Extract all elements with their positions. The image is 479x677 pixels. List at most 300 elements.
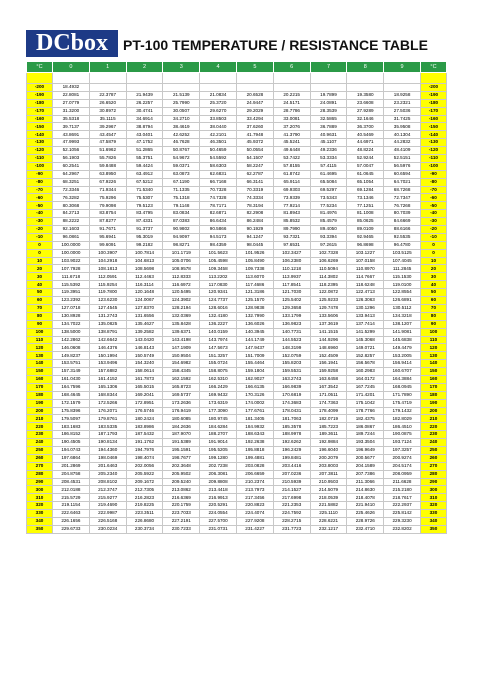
resistance-cell: 21.0834 (200, 91, 237, 99)
resistance-cell: 65.9114 (273, 178, 310, 186)
temperature-cell: 300 (27, 486, 53, 494)
column-header: °C (27, 62, 53, 73)
resistance-cell: 28.3539 (310, 107, 347, 115)
resistance-cell: 92.9465 (347, 233, 384, 241)
resistance-cell: 67.5212 (126, 178, 163, 186)
resistance-cell: 178.4099 (310, 407, 347, 415)
temperature-cell: -190 (420, 91, 446, 99)
temperature-cell: 220 (27, 423, 53, 431)
resistance-cell: 147.9437 (236, 344, 273, 352)
table-row (27, 328, 447, 336)
resistance-cell: 59.4424 (126, 162, 163, 170)
resistance-cell: 37.6260 (236, 123, 273, 131)
resistance-cell: 229.6733 (53, 525, 90, 533)
table-row (27, 446, 447, 454)
table-row (27, 178, 447, 186)
resistance-cell: 19.3580 (347, 91, 384, 99)
resistance-cell: 104.6813 (126, 257, 163, 265)
resistance-cell: 159.1804 (236, 368, 273, 376)
resistance-cell: 98.8271 (163, 241, 200, 249)
resistance-cell: 163.2743 (273, 375, 310, 383)
page-header (26, 30, 446, 60)
resistance-cell: 180.6085 (163, 415, 200, 423)
temperature-cell: 50 (27, 289, 53, 297)
table-row (27, 84, 447, 92)
resistance-cell: 24.5171 (273, 99, 310, 107)
resistance-cell: 58.2247 (236, 162, 273, 170)
resistance-cell: 132.4180 (200, 312, 237, 320)
resistance-cell: 46.7628 (163, 139, 200, 147)
temperature-cell: 100 (420, 328, 446, 336)
resistance-cell: 109.7338 (236, 265, 273, 273)
temperature-cell: 340 (420, 517, 446, 525)
temperature-cell: 310 (27, 494, 53, 502)
resistance-cell: 127.0718 (53, 304, 90, 312)
page-title: PT-100 TEMPERATURE / RESISTANCE TABLE (123, 37, 428, 53)
table-row (27, 147, 447, 155)
resistance-cell: 31.7425 (384, 115, 421, 123)
resistance-cell: 64.7021 (384, 178, 421, 186)
resistance-cell: 178.7766 (347, 407, 384, 415)
resistance-cell: 68.7268 (384, 186, 421, 194)
temperature-cell: 310 (420, 494, 446, 502)
resistance-cell: 109.3458 (200, 265, 237, 273)
resistance-cell: 123.2392 (53, 297, 90, 305)
table-row (27, 131, 447, 139)
resistance-cell: 229.3230 (384, 517, 421, 525)
temperature-cell: 190 (27, 399, 53, 407)
table-row (27, 415, 447, 423)
temperature-cell: -80 (27, 178, 53, 186)
resistance-cell: 174.0002 (236, 399, 273, 407)
temperature-cell: 270 (420, 462, 446, 470)
temperature-cell: 200 (420, 407, 446, 415)
resistance-cell: 40.1304 (384, 131, 421, 139)
resistance-cell: 192.6262 (273, 439, 310, 447)
resistance-cell: 42.2101 (200, 131, 237, 139)
resistance-cell: 149.4479 (384, 344, 421, 352)
resistance-cell (200, 84, 237, 92)
resistance-cell: 119.7800 (89, 289, 126, 297)
resistance-cell: 152.8257 (347, 352, 384, 360)
resistance-cell: 63.4912 (126, 170, 163, 178)
table-row (27, 486, 447, 494)
resistance-cell: 224.0554 (200, 510, 237, 518)
resistance-cell: 175.4719 (384, 399, 421, 407)
resistance-cell: 223.7033 (163, 510, 200, 518)
table-row (27, 454, 447, 462)
resistance-cell: 200.9274 (384, 454, 421, 462)
resistance-cell: 168.4645 (53, 391, 90, 399)
resistance-cell: 147.1909 (163, 344, 200, 352)
resistance-cell: 93.7321 (273, 233, 310, 241)
resistance-cell: 143.0420 (126, 336, 163, 344)
resistance-cell: 76.7268 (384, 202, 421, 210)
resistance-cell: 19.7899 (310, 91, 347, 99)
resistance-cell: 205.5922 (126, 470, 163, 478)
resistance-cell: 136.6026 (236, 320, 273, 328)
resistance-cell: 105.8490 (236, 257, 273, 265)
resistance-cell: 162.5310 (200, 375, 237, 383)
table-body (27, 73, 447, 534)
resistance-cell: 112.0591 (89, 273, 126, 281)
resistance-cell: 83.8754 (89, 210, 126, 218)
resistance-cell: 25.3720 (200, 99, 237, 107)
temperature-cell: 10 (420, 257, 446, 265)
resistance-cell: 107.4045 (384, 257, 421, 265)
resistance-cell: 42.6252 (163, 131, 200, 139)
resistance-cell: 202.0056 (126, 462, 163, 470)
resistance-cell: 214.8630 (347, 486, 384, 494)
temperature-cell: 40 (27, 281, 53, 289)
resistance-cell: 145.6838 (384, 336, 421, 344)
resistance-cell: 156.9414 (384, 360, 421, 368)
resistance-cell: 59.8488 (89, 162, 126, 170)
resistance-cell: 134.3218 (384, 312, 421, 320)
resistance-cell: 129.7478 (310, 304, 347, 312)
resistance-cell: 199.1280 (200, 454, 237, 462)
resistance-cell: 22.3787 (89, 91, 126, 99)
resistance-cell: 103.9022 (53, 257, 90, 265)
resistance-cell: 188.9978 (273, 431, 310, 439)
table-row (27, 107, 447, 115)
resistance-cell (236, 84, 273, 92)
resistance-cell: 27.0779 (53, 99, 90, 107)
resistance-cell: 222.2937 (384, 502, 421, 510)
resistance-cell: 190.8134 (89, 439, 126, 447)
temperature-cell: 260 (420, 454, 446, 462)
resistance-cell: 188.2707 (200, 431, 237, 439)
resistance-cell: 125.9233 (310, 297, 347, 305)
temperature-cell: -170 (420, 107, 446, 115)
temperature-cell: 320 (420, 502, 446, 510)
resistance-cell: 214.5079 (310, 486, 347, 494)
resistance-cell: 23.2321 (384, 99, 421, 107)
resistance-cell: 137.7414 (347, 320, 384, 328)
resistance-cell: 141.1515 (310, 328, 347, 336)
resistance-cell: 105.0706 (163, 257, 200, 265)
resistance-cell: 155.4464 (236, 360, 273, 368)
temperature-cell: 320 (27, 502, 53, 510)
resistance-cell: 84.2713 (53, 210, 90, 218)
temperature-cell: 210 (420, 415, 446, 423)
temperature-cell: -180 (420, 99, 446, 107)
temperature-cell: 160 (27, 375, 53, 383)
resistance-cell: 55.3751 (126, 155, 163, 163)
resistance-cell: 138.1207 (384, 320, 421, 328)
resistance-cell: 123.6230 (89, 297, 126, 305)
resistance-cell: 167.3542 (310, 383, 347, 391)
resistance-cell: 148.6960 (310, 344, 347, 352)
resistance-cell: 110.5094 (310, 265, 347, 273)
resistance-cell: 141.9081 (384, 328, 421, 336)
resistance-cell: 94.5173 (200, 233, 237, 241)
table-row (27, 257, 447, 265)
resistance-cell: 197.3257 (384, 446, 421, 454)
resistance-cell: 49.6448 (273, 147, 310, 155)
resistance-cell: 113.2202 (200, 273, 237, 281)
resistance-cell: 153.5751 (53, 360, 90, 368)
resistance-cell: 73.5343 (310, 194, 347, 202)
temperature-cell: -50 (27, 202, 53, 210)
resistance-cell: 80.3068 (53, 202, 90, 210)
table-row (27, 439, 447, 447)
resistance-cell: 88.6166 (384, 226, 421, 234)
resistance-cell: 209.1672 (126, 478, 163, 486)
temperature-cell: -200 (27, 84, 53, 92)
resistance-cell: 47.1752 (126, 139, 163, 147)
resistance-cell: 187.9070 (163, 431, 200, 439)
resistance-cell: 232.1217 (310, 525, 347, 533)
column-header: 3 (163, 62, 200, 73)
resistance-cell: 179.5097 (53, 415, 90, 423)
resistance-cell: 210.9503 (310, 478, 347, 486)
resistance-cell: 168.0945 (384, 383, 421, 391)
resistance-cell: 152.0759 (273, 352, 310, 360)
resistance-cell: 98.0445 (236, 241, 273, 249)
temperature-cell: 50 (420, 289, 446, 297)
resistance-cell: 157.6882 (89, 368, 126, 376)
resistance-cell: 39.2967 (89, 123, 126, 131)
resistance-cell: 214.1527 (273, 486, 310, 494)
resistance-cell: 61.0645 (347, 170, 384, 178)
spacer-cell (53, 73, 90, 84)
resistance-cell: 172.5266 (89, 399, 126, 407)
resistance-cell: 151.3257 (200, 352, 237, 360)
temperature-cell: 140 (27, 360, 53, 368)
resistance-cell: 114.7667 (347, 273, 384, 281)
resistance-cell: 43.0401 (126, 131, 163, 139)
spacer-cell (200, 73, 237, 84)
resistance-cell: 34.2710 (163, 115, 200, 123)
table-row (27, 525, 447, 533)
resistance-cell: 102.3427 (273, 249, 310, 257)
temperature-cell: 210 (27, 415, 53, 423)
resistance-cell: 30.0507 (163, 107, 200, 115)
temperature-cell: -50 (420, 202, 446, 210)
resistance-cell: 196.9649 (347, 446, 384, 454)
resistance-cell: 194.0743 (53, 446, 90, 454)
table-row (27, 218, 447, 226)
resistance-cell (273, 84, 310, 92)
resistance-cell: 195.1591 (163, 446, 200, 454)
resistance-cell: 217.3456 (236, 494, 273, 502)
resistance-cell: 228.2715 (273, 517, 310, 525)
table-row (27, 470, 447, 478)
temperature-cell: 150 (420, 368, 446, 376)
resistance-cell: 122.4713 (347, 289, 384, 297)
resistance-cell: 213.0862 (163, 486, 200, 494)
temperature-cell: -160 (420, 115, 446, 123)
resistance-cell: 119.3951 (53, 289, 90, 297)
resistance-cell: 39.7137 (53, 123, 90, 131)
temperature-cell: -40 (27, 210, 53, 218)
resistance-cell: 198.0469 (89, 454, 126, 462)
resistance-cell: 44.6971 (347, 139, 384, 147)
table-row (27, 162, 447, 170)
resistance-cell: 104.2918 (89, 257, 126, 265)
resistance-cell: 175.8396 (53, 407, 90, 415)
resistance-cell: 153.9496 (89, 360, 126, 368)
spacer-cell (347, 73, 384, 84)
resistance-cell: 146.4376 (89, 344, 126, 352)
resistance-cell: 205.9502 (163, 470, 200, 478)
resistance-cell: 221.5882 (310, 502, 347, 510)
resistance-cell: 62.2787 (236, 170, 273, 178)
resistance-cell: 60.6594 (384, 170, 421, 178)
resistance-cell: 57.8155 (273, 162, 310, 170)
resistance-cell: 53.3334 (310, 155, 347, 163)
resistance-cell: 56.5976 (384, 162, 421, 170)
temperature-cell: -110 (27, 155, 53, 163)
table-row (27, 115, 447, 123)
resistance-cell: 131.6556 (126, 312, 163, 320)
resistance-cell: 41.3790 (273, 131, 310, 139)
temperature-cell: 80 (420, 312, 446, 320)
temperature-cell: 340 (27, 517, 53, 525)
resistance-cell: 206.6659 (236, 470, 273, 478)
resistance-cell: 90.1929 (236, 226, 273, 234)
resistance-cell (310, 84, 347, 92)
resistance-cell: 71.5340 (126, 186, 163, 194)
resistance-cell: 106.2380 (273, 257, 310, 265)
resistance-cell: 94.9097 (163, 233, 200, 241)
resistance-table-container (26, 61, 446, 534)
resistance-cell: 191.1762 (126, 439, 163, 447)
resistance-cell: 230.3734 (126, 525, 163, 533)
resistance-cell: 205.2340 (89, 470, 126, 478)
resistance-cell (384, 84, 421, 92)
dcbox-logo: DCbox (26, 30, 118, 57)
resistance-cell: 103.1227 (347, 249, 384, 257)
column-header: 8 (347, 62, 384, 73)
temperature-cell: 290 (27, 478, 53, 486)
resistance-cell: 159.5531 (273, 368, 310, 376)
resistance-cell: 94.1247 (236, 233, 273, 241)
temperature-cell: 170 (420, 383, 446, 391)
resistance-cell: 47.9993 (53, 139, 90, 147)
resistance-cell: 216.2823 (126, 494, 163, 502)
resistance-cell: 36.7889 (310, 123, 347, 131)
resistance-cell: 171.4201 (347, 391, 384, 399)
temperature-cell: 240 (420, 439, 446, 447)
resistance-cell: 100.0000 (53, 241, 90, 249)
resistance-cell: 91.3737 (126, 226, 163, 234)
resistance-cell: 71.9344 (89, 186, 126, 194)
resistance-cell: 201.2869 (53, 462, 90, 470)
temperature-cell: -30 (27, 218, 53, 226)
resistance-cell: 176.9419 (163, 407, 200, 415)
resistance-cell: 48.4109 (384, 147, 421, 155)
resistance-cell: 193.7124 (384, 439, 421, 447)
resistance-cell: 29.6270 (200, 107, 237, 115)
temperature-cell: -130 (420, 139, 446, 147)
temperature-cell: 130 (27, 352, 53, 360)
resistance-cell: 154.3240 (126, 360, 163, 368)
table-row (27, 391, 447, 399)
resistance-cell: 51.2865 (126, 147, 163, 155)
temperature-cell: 0 (420, 241, 446, 249)
resistance-cell: 130.5112 (384, 304, 421, 312)
resistance-cell: 45.5241 (273, 139, 310, 147)
resistance-cell: 223.3511 (126, 510, 163, 518)
resistance-cell: 103.5125 (384, 249, 421, 257)
resistance-cell: 22.8081 (53, 91, 90, 99)
resistance-cell: 207.3811 (310, 470, 347, 478)
temperature-cell: 20 (27, 265, 53, 273)
table-row (27, 233, 447, 241)
resistance-cell (126, 84, 163, 92)
resistance-cell: 100.7814 (126, 249, 163, 257)
resistance-cell: 97.6531 (273, 241, 310, 249)
resistance-cell: 135.8428 (163, 320, 200, 328)
resistance-cell: 184.2636 (163, 423, 200, 431)
resistance-cell: 202.3648 (163, 462, 200, 470)
resistance-cell: 224.4074 (236, 510, 273, 518)
resistance-cell: 115.5392 (53, 281, 90, 289)
table-spacer-row (27, 73, 447, 84)
resistance-cell: 232.8202 (384, 525, 421, 533)
resistance-cell: 121.7030 (273, 289, 310, 297)
resistance-cell: 112.4463 (126, 273, 163, 281)
table-row (27, 91, 447, 99)
resistance-cell: 155.0724 (200, 360, 237, 368)
resistance-cell: 142.6642 (89, 336, 126, 344)
resistance-cell: 182.4375 (347, 415, 384, 423)
resistance-cell: 227.5700 (200, 517, 237, 525)
resistance-cell: 87.8277 (89, 218, 126, 226)
resistance-cell: 74.3334 (236, 194, 273, 202)
resistance-cell: 219.8225 (126, 502, 163, 510)
resistance-cell: 126.3063 (347, 297, 384, 305)
resistance-cell: 194.7976 (126, 446, 163, 454)
resistance-cell: 93.3394 (310, 233, 347, 241)
resistance-cell: 171.0511 (310, 391, 347, 399)
temperature-cell: 60 (420, 297, 446, 305)
temperature-cell: -80 (420, 178, 446, 186)
resistance-cell: 120.5495 (163, 289, 200, 297)
temperature-cell: 0 (27, 241, 53, 249)
resistance-cell: 192.2638 (236, 439, 273, 447)
temperature-cell: 180 (420, 391, 446, 399)
resistance-cell: 216.6369 (163, 494, 200, 502)
table-row (27, 407, 447, 415)
table-row (27, 344, 447, 352)
resistance-cell: 72.7347 (384, 194, 421, 202)
resistance-cell: 150.9504 (163, 352, 200, 360)
temperature-cell: 130 (420, 352, 446, 360)
table-row (27, 273, 447, 281)
column-header: 2 (126, 62, 163, 73)
resistance-cell: 96.8698 (347, 241, 384, 249)
resistance-cell: 195.8818 (236, 446, 273, 454)
resistance-cell: 77.9214 (273, 202, 310, 210)
resistance-cell: 73.9339 (273, 194, 310, 202)
resistance-cell: 228.6221 (310, 517, 347, 525)
resistance-cell: 213.7973 (236, 486, 273, 494)
resistance-cell: 35.9508 (384, 123, 421, 131)
temperature-cell: 350 (27, 525, 53, 533)
resistance-cell: 165.8723 (163, 383, 200, 391)
resistance-cell: 40.5469 (347, 131, 384, 139)
resistance-cell: 217.6998 (273, 494, 310, 502)
resistance-cell: 46.3501 (200, 139, 237, 147)
temperature-cell: 220 (420, 423, 446, 431)
spacer-cell (273, 73, 310, 84)
temperature-cell: -140 (27, 131, 53, 139)
temperature-cell: -20 (27, 226, 53, 234)
temperature-cell: -20 (420, 226, 446, 234)
